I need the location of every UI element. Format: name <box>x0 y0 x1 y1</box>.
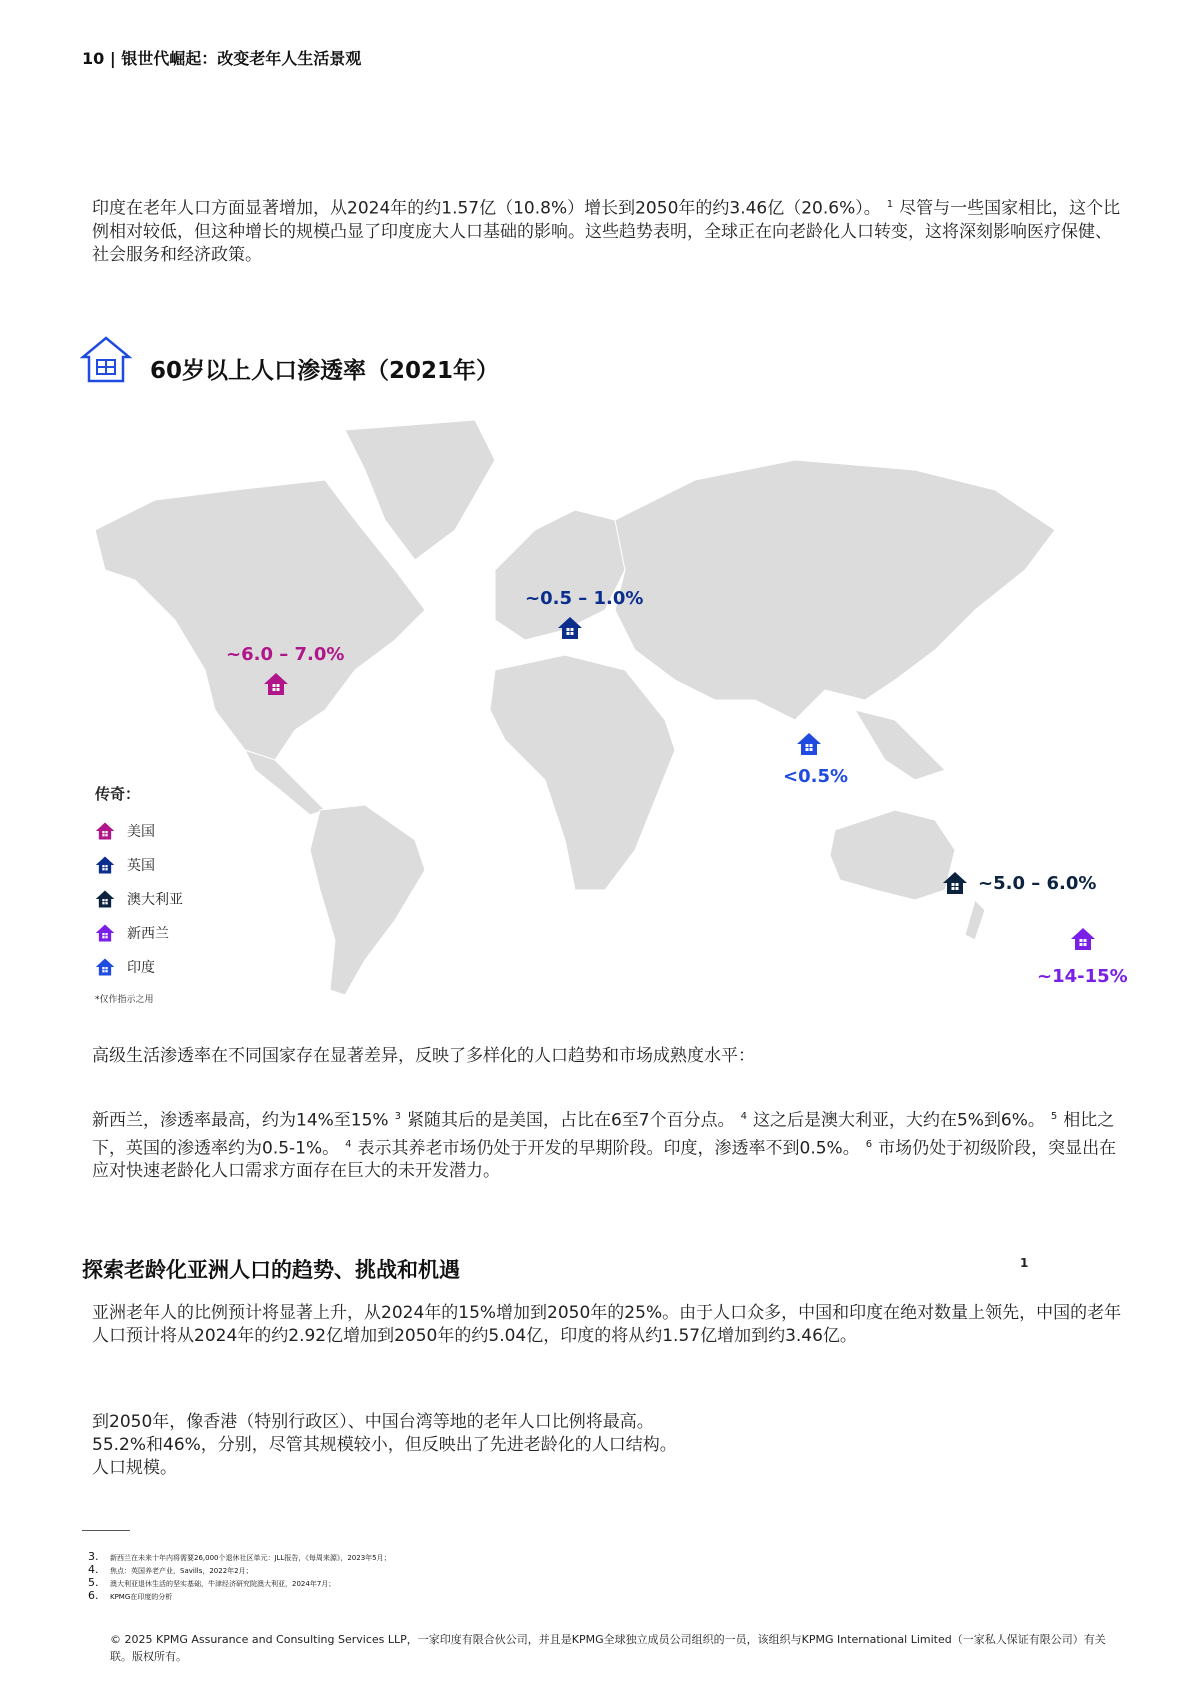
footnote: 6. KPMG在印度的分析 <box>88 1589 173 1602</box>
legend-item-uk <box>95 848 183 882</box>
footnote: 5. 澳大利亚退休生活的坚实基础，牛津经济研究院澳大利亚，2024年7月； <box>88 1576 336 1589</box>
map-section-title: 60岁以上人口渗透率（2021年） <box>150 358 500 384</box>
south-america <box>310 805 425 995</box>
house-icon <box>95 889 115 909</box>
australia-house-icon <box>942 870 968 896</box>
asia <box>615 460 1055 720</box>
house-icon <box>95 855 115 875</box>
copyright: © 2025 KPMG Assurance and Consulting Services LLP，一家印度有限合伙公司，并且是KPMG全球独立成员公司组织的一员，该组织与KPMG International Limited（一家私人保证有限公司）有关联。版权所有。 <box>110 1633 1106 1663</box>
map-legend <box>95 783 183 1005</box>
legend-item-us <box>95 814 183 848</box>
section2-ref: 1 <box>1020 1256 1029 1270</box>
house-grid-icon <box>80 335 132 385</box>
legend-item-nz <box>95 916 183 950</box>
new-zealand <box>965 900 985 940</box>
asia-paragraph-2: 到2050年，像香港（特别行政区）、中国台湾等地的老年人口比例将最高。 55.2%和46%，分别，尽管其规模较小，但反映出了先进老龄化的人口结构。 人口规模。 <box>92 1412 677 1478</box>
legend-item-india <box>95 950 183 984</box>
us-house-icon <box>263 671 289 697</box>
footnote-divider <box>82 1530 130 1531</box>
uk-house-icon <box>557 615 583 641</box>
india-house-icon <box>796 731 822 757</box>
nz-house-icon <box>1070 926 1096 952</box>
footnote: 3. 新西兰在未来十年内将需要26,000个退休社区单元：JLL报告，《每周来源》，2023年5月； <box>88 1550 391 1563</box>
legend-label: 美国 <box>127 824 155 840</box>
nz-label: ~14-15% <box>1037 966 1128 987</box>
house-icon <box>95 957 115 977</box>
north-america <box>95 480 425 760</box>
section2-title: 探索老龄化亚洲人口的趋势、挑战和机遇 <box>82 1258 460 1282</box>
legend-label: 英国 <box>127 858 155 874</box>
page-header: 10 | 银世代崛起：改变老年人生活景观 <box>82 49 362 68</box>
central-america <box>245 750 325 815</box>
footnotes <box>88 1550 391 1602</box>
penetration-details: 新西兰，渗透率最高，约为14%至15% $^3$ 紧随其后的是美国，占比在6至7个百分点。 $^4$ 这之后是澳大利亚，大约在5%到6%。 $^5$ 相比之下，英国的渗透率约为0.5-1%。 $^4$ 表示其养老市场仍处于开发的早期阶段。印度，渗透率不到0.5%。 $^6$ 市场仍处于初级阶段，突显出在应对快速老龄化人口需求方面存在巨大的未开发潜力。 <box>92 1110 1117 1182</box>
legend-title: 传奇： <box>95 785 141 803</box>
india-label: <0.5% <box>783 766 849 787</box>
legend-label: 印度 <box>127 960 155 976</box>
legend-label: 新西兰 <box>127 926 169 942</box>
penetration-summary: 高级生活渗透率在不同国家存在显著差异，反映了多样化的人口趋势和市场成熟度水平： <box>92 1046 755 1066</box>
house-icon <box>95 923 115 943</box>
southeast-asia <box>855 710 945 780</box>
legend-note: *仅作指示之用 <box>95 995 154 1005</box>
africa <box>490 655 675 890</box>
intro-paragraph: 印度在老年人口方面显著增加，从2024年的约1.57亿（10.8%）增长到2050年的约3.46亿（20.6%）。 $^1$ 尽管与一些国家相比，这个比例相对较低，但这种增长的规模凸显了印度庞大人口基础的影响。这些趋势表明，全球正在向老龄化人口转变，这将深刻影响医疗保健、社会服务和经济政策。 <box>92 198 1121 265</box>
us-label: ~6.0 – 7.0% <box>226 644 345 665</box>
house-icon <box>95 821 115 841</box>
australia-label: ~5.0 – 6.0% <box>978 873 1097 894</box>
uk-label: ~0.5 – 1.0% <box>525 588 644 609</box>
australia <box>830 810 955 900</box>
footnote: 4. 焦点：英国养老产业，Savills，2022年2月； <box>88 1563 253 1576</box>
legend-label: 澳大利亚 <box>127 892 183 908</box>
world-map <box>95 420 1125 1000</box>
asia-paragraph: 亚洲老年人的比例预计将显著上升，从2024年的15%增加到2050年的25%。由于人口众多，中国和印度在绝对数量上领先，中国的老年人口预计将从2024年的约2.92亿增加到2050年的约5.04亿，印度的将从约1.57亿增加到约3.46亿。 <box>92 1303 1122 1346</box>
legend-item-australia <box>95 882 183 916</box>
